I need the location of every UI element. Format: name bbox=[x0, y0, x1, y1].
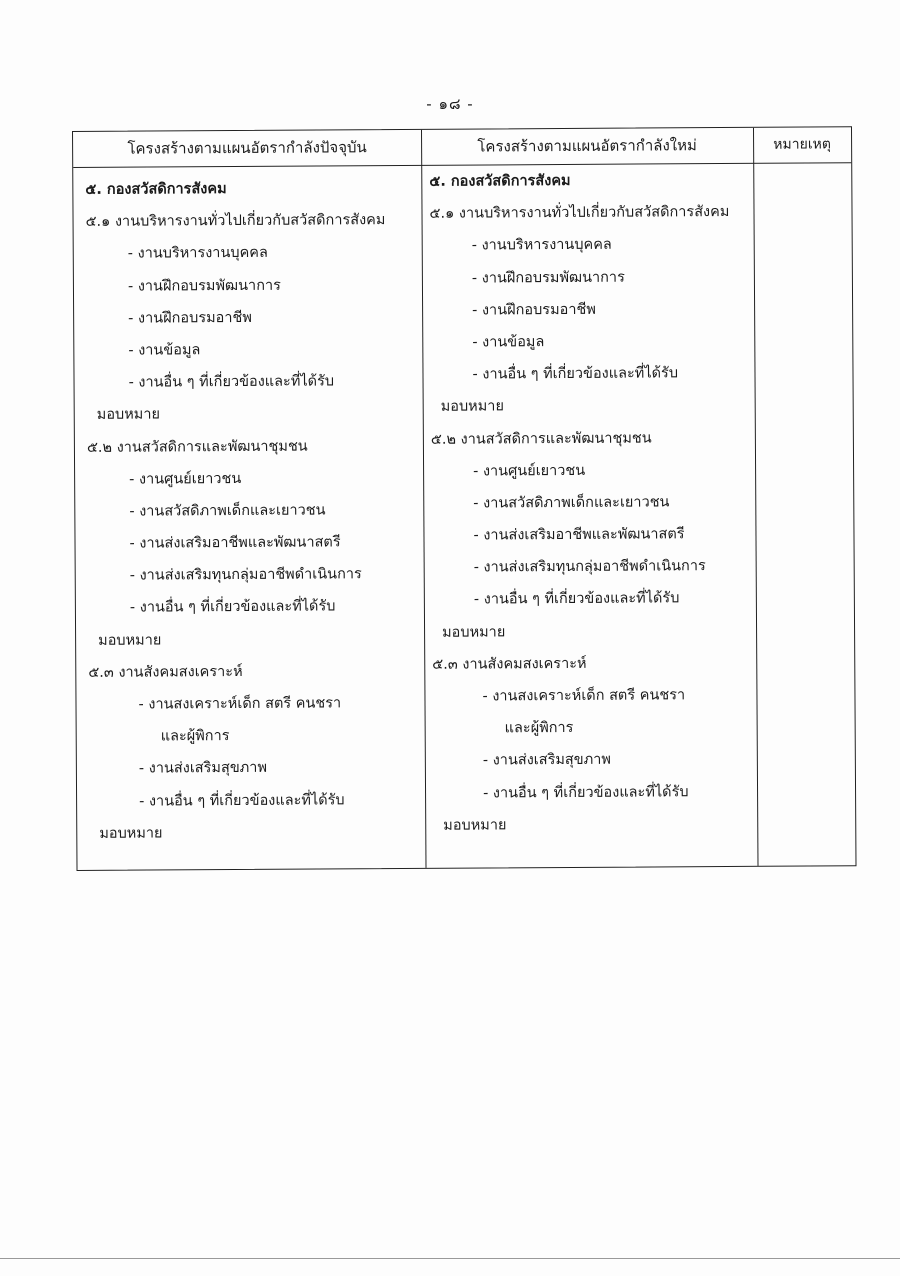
section-title: ๕.๑ งานบริหารงานทั่วไปเกี่ยวกับสวัสดิการสังคม bbox=[85, 212, 386, 231]
page-number: - ๑๘ - bbox=[426, 95, 474, 113]
list-item: - งานข้อมูล bbox=[430, 325, 750, 359]
list-item: - งานบริหารงานบุคคล bbox=[86, 236, 420, 270]
list-item: - งานอื่น ๆ ที่เกี่ยวข้องและที่ได้รับ bbox=[88, 590, 422, 624]
list-item-continuation: มอบหมาย bbox=[443, 817, 507, 834]
list-item: - งานฝึกอบรมพัฒนาการ bbox=[86, 268, 420, 302]
list-item-continuation: มอบหมาย bbox=[96, 406, 161, 424]
list-item: - งานสวัสดิภาพเด็กและเยาวชน bbox=[87, 494, 421, 528]
list-item: - งานบริหารงานบุคคล bbox=[430, 228, 750, 262]
list-item-continuation: และผู้พิการ bbox=[504, 720, 574, 737]
list-item: - งานฝึกอบรมอาชีพ bbox=[86, 301, 420, 335]
list-item: - งานอื่น ๆ ที่เกี่ยวข้องและที่ได้รับ bbox=[430, 357, 750, 391]
list-item: - งานส่งเสริมสุขภาพ bbox=[89, 751, 423, 785]
list-item: - งานอื่น ๆ ที่เกี่ยวข้องและที่ได้รับ bbox=[433, 775, 753, 809]
department-title: ๕. กองสวัสดิการสังคม bbox=[429, 172, 571, 190]
list-item: - งานส่งเสริมสุขภาพ bbox=[433, 743, 753, 777]
header-new-structure: โครงสร้างตามแผนอัตรากำลังใหม่ bbox=[477, 136, 697, 156]
list-item: - งานฝึกอบรมพัฒนาการ bbox=[430, 260, 750, 294]
list-item: - งานสงเคราะห์เด็ก สตรี คนชรา bbox=[88, 687, 422, 721]
list-item: - งานศูนย์เยาวชน bbox=[87, 462, 421, 496]
column-divider-2 bbox=[753, 128, 759, 866]
section-title: ๕.๓ งานสังคมสงเคราะห์ bbox=[432, 655, 587, 673]
department-title: ๕. กองสวัสดิการสังคม bbox=[85, 181, 227, 198]
list-item: - งานสวัสดิภาพเด็กและเยาวชน bbox=[431, 486, 751, 520]
new-structure-column bbox=[429, 164, 753, 842]
section-title: ๕.๓ งานสังคมสงเคราะห์ bbox=[88, 663, 243, 681]
list-item-continuation: มอบหมาย bbox=[442, 623, 506, 641]
list-item-continuation: มอบหมาย bbox=[99, 825, 163, 842]
list-item: - งานส่งเสริมทุนกลุ่มอาชีพดำเนินการ bbox=[88, 558, 422, 592]
section-title: ๕.๑ งานบริหารงานทั่วไปเกี่ยวกับสวัสดิการสังคม bbox=[429, 204, 730, 223]
list-item-continuation: มอบหมาย bbox=[98, 632, 162, 649]
list-item: - งานข้อมูล bbox=[86, 333, 420, 367]
page-bottom-rule bbox=[0, 1258, 900, 1259]
header-current-structure: โครงสร้างตามแผนอัตรากำลังปัจจุบัน bbox=[127, 138, 367, 158]
section-title: ๕.๒ งานสวัสดิการและพัฒนาชุมชน bbox=[430, 429, 652, 448]
list-item: - งานศูนย์เยาวชน bbox=[431, 454, 751, 488]
list-item: - งานอื่น ๆ ที่เกี่ยวข้องและที่ได้รับ bbox=[89, 783, 423, 817]
list-item-continuation: และผู้พิการ bbox=[160, 728, 230, 745]
list-item: - งานสงเคราะห์เด็ก สตรี คนชรา bbox=[432, 679, 752, 713]
list-item: - งานส่งเสริมอาชีพและพัฒนาสตรี bbox=[87, 526, 421, 560]
list-item: - งานฝึกอบรมอาชีพ bbox=[430, 293, 750, 327]
list-item: - งานอื่น ๆ ที่เกี่ยวข้องและที่ได้รับ bbox=[86, 365, 420, 399]
current-structure-column bbox=[85, 172, 423, 850]
structure-table bbox=[72, 126, 857, 871]
section-title: ๕.๒ งานสวัสดิการและพัฒนาชุมชน bbox=[86, 438, 308, 456]
list-item: - งานส่งเสริมอาชีพและพัฒนาสตรี bbox=[431, 518, 751, 552]
header-remarks: หมายเหตุ bbox=[773, 136, 831, 153]
list-item: - งานส่งเสริมทุนกลุ่มอาชีพดำเนินการ bbox=[432, 550, 752, 584]
list-item: - งานอื่น ๆ ที่เกี่ยวข้องและที่ได้รับ bbox=[432, 582, 752, 616]
list-item-continuation: มอบหมาย bbox=[440, 398, 504, 416]
